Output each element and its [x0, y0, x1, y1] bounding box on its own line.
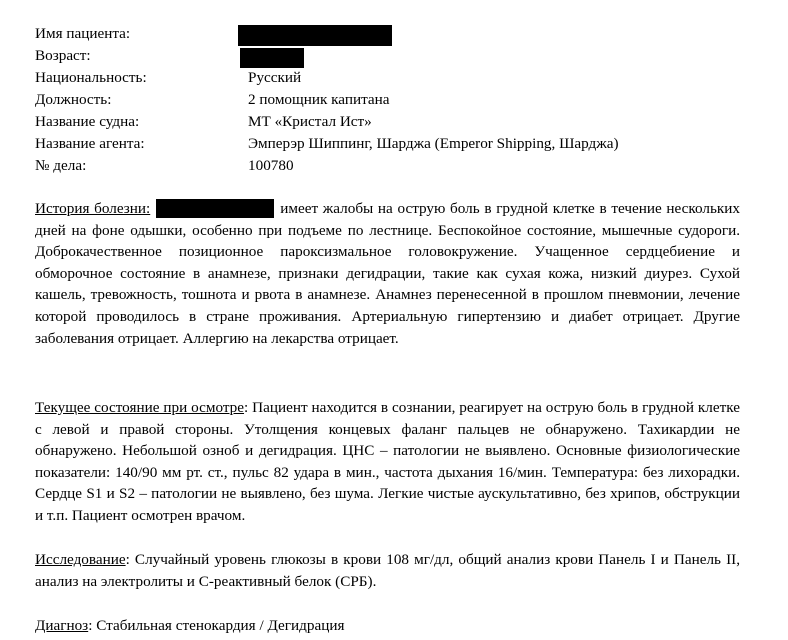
age-label: Возраст:	[35, 47, 91, 64]
nationality-label: Национальность:	[35, 69, 147, 86]
history-section	[35, 198, 740, 349]
research-section	[35, 549, 740, 592]
position-value: 2 помощник капитана	[248, 91, 390, 108]
agent-label: Название агента:	[35, 135, 145, 152]
case-number-label: № дела:	[35, 157, 87, 174]
vessel-value: МТ «Кристал Ист»	[248, 113, 372, 130]
research-text: : Случайный уровень глюкозы в крови 108 мг/дл, общий анализ крови Панель I и Панель II, анализ на электролиты и С-реактивный белок (СРБ).	[35, 551, 740, 590]
diagnosis-text: : Стабильная стенокардия / Дегидрация	[88, 617, 345, 634]
age-value	[248, 46, 304, 68]
case-number-value: 100780	[248, 157, 294, 174]
diagnosis-section	[35, 615, 740, 637]
position-label: Должность:	[35, 91, 112, 108]
patient-name-label: Имя пациента:	[35, 25, 131, 42]
exam-section	[35, 397, 740, 527]
research-heading: Исследование	[35, 551, 126, 568]
history-heading: История болезни:	[35, 200, 151, 217]
diagnosis-heading: Диагноз	[35, 617, 89, 634]
patient-name-redaction	[238, 25, 392, 46]
history-text: имеет жалобы на острую боль в грудной клетке в течение нескольких дней на фоне одышки, особенно при подъеме по лестнице. Беспокойное состояние, мышечные судороги. Доброкачественное позиционное пароксизмальное головокружение. Учащенное сердцебиение и обморочное состояние в анамнезе, признаки дегидрации, такие как сухая кожа, низкий диурез. Сухой кашель, тревожность, тошнота и рвота в анамнезе. Анамнез перенесенной в прошлом пневмонии, лечение которой проводилось в стране проживания. Артериальную гипертензию и диабет отрицает. Другие заболевания отрицает. Аллергию на лекарства отрицает.	[35, 200, 740, 347]
nationality-value: Русский	[248, 69, 302, 86]
agent-value: Эмперэр Шиппинг, Шарджа (Emperor Shipping, Шарджа)	[248, 135, 619, 152]
age-redaction	[240, 48, 304, 68]
vessel-label: Название судна:	[35, 113, 140, 130]
exam-heading: Текущее состояние при осмотре	[35, 399, 245, 416]
exam-text: : Пациент находится в сознании, реагирует на острую боль в грудной клетке с левой и правой стороны. Утолщения концевых фаланг пальцев не обнаружено. Тахикардии не обнаружено. Небольшой озноб и дегидрация. ЦНС – патологии не выявлено. Основные физиологические показатели: 140/90 мм рт. ст., пульс 82 удара в мин., частота дыхания 16/мин. Температура: без лихорадки. Сердце S1 и S2 – патологии не выявлено, без шума. Легкие чистые аускультативно, без хрипов, обструкции и т.п. Пациент осмотрен врачом.	[35, 399, 741, 524]
history-name-redaction	[156, 199, 274, 218]
patient-name-value	[248, 24, 392, 46]
